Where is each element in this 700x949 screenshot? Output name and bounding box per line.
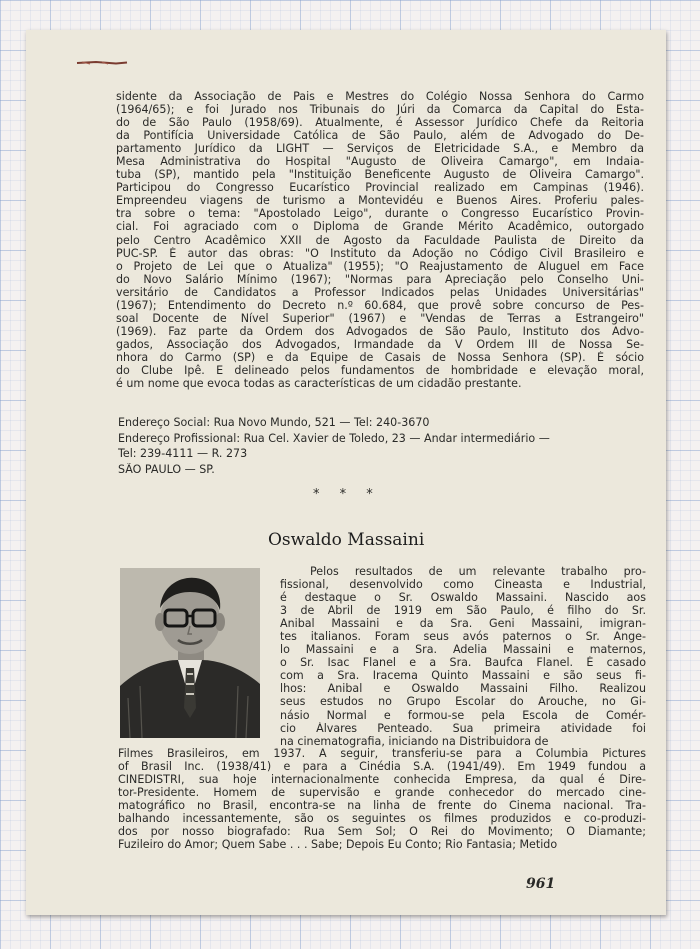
text-line: 3 de Abril de 1919 em São Paulo, é filho do Sr.: [280, 604, 646, 618]
text-line: násio Normal e formou-se pela Escola de Comér-: [280, 708, 646, 722]
text-line: gados, Associação dos Advogados, Irmandade da V Ordem III de Nossa Se-: [116, 337, 644, 351]
text-line: Filmes Brasileiros, em 1937. A seguir, transferiu-se para a Columbia Pictures: [118, 747, 646, 760]
text-line: Mesa Administrativa do Hospital "Augusto de Oliveira Camargo", em Indaia-: [116, 155, 644, 169]
pin-mark: [76, 60, 128, 66]
text-line: matográfico no Brasil, encontra-se na linha de frente do Cinema nacional. Tra-: [118, 799, 646, 813]
text-line: da Pontifícia Universidade Católica de São Paulo, além de Advogado do De-: [116, 129, 644, 143]
text-line: soal Docente de Nível Superior" (1967) e "Vendas de Terras a Estrangeiro": [116, 311, 644, 325]
portrait-photo: [120, 568, 260, 738]
text-line: seus estudos no Grupo Escolar do Arouche, no Gi-: [280, 695, 646, 709]
text-line: com a Sra. Iracema Quinto Massaini e são seus fi-: [280, 669, 646, 683]
text-line: pelo Centro Acadêmico XXII de Agosto da Faculdade Paulista de Direito da: [116, 233, 644, 247]
address-line: Endereço Profissional: Rua Cel. Xavier de Toledo, 23 — Andar intermediário —: [118, 431, 550, 445]
text-line: tuba (SP), mantido pela "Instituição Beneficente Augusto de Oliveira Camargo".: [116, 168, 644, 182]
entry-name-heading: Oswaldo Massaini: [268, 530, 425, 550]
document-page: [26, 30, 666, 915]
text-line: é um nome que evoca todas as características de um cidadão prestante.: [116, 377, 522, 391]
text-line: é destaque o Sr. Oswaldo Massaini. Nascido aos: [280, 591, 646, 605]
text-line: lhos: Anibal e Oswaldo Massaini Filho. Realizou: [280, 682, 646, 696]
section-separator: * * *: [313, 487, 381, 502]
page-number: 961: [526, 876, 556, 892]
address-line: SÃO PAULO — SP.: [118, 462, 215, 476]
text-line: (1964/65); e foi Jurado nos Tribunais do Júri da Comarca da Capital do Esta-: [116, 103, 644, 117]
text-line: tes italianos. Foram seus avós paternos o Sr. Ange-: [280, 630, 646, 644]
text-line: dos por nosso biografado: Rua Sem Sol; O Rei do Movimento; O Diamante;: [118, 825, 646, 839]
text-line: tor-Presidente. Homem de supervisão e grande conhecedor do mercado cine-: [118, 786, 646, 800]
text-line: na cinematografia, iniciando na Distribuidora de: [280, 734, 549, 748]
text-line: Anibal Massaini e da Sra. Geni Massaini, imigran-: [280, 617, 646, 631]
text-line: cio Álvares Penteado. Sua primeira atividade foi: [280, 721, 646, 735]
text-line: Participou do Congresso Eucarístico Provincial realizado em Campinas (1946).: [116, 181, 644, 195]
text-line: do de São Paulo (1958/69). Atualmente, é Assessor Jurídico Chefe da Reitoria: [116, 116, 644, 130]
entry-text-full-width: [118, 747, 646, 851]
text-line: fissional, desenvolvido como Cineasta e Industrial,: [280, 578, 646, 592]
text-line: lo Massaini e a Sra. Adelia Massaini e maternos,: [280, 643, 646, 657]
text-line: CINEDISTRI, sua hoje internacionalmente conhecida Empresa, da qual é Dire-: [118, 773, 646, 787]
text-line: balhando incessantemente, são os seguintes os filmes produzidos e co-produzi-: [118, 812, 646, 826]
address-line: Tel: 239-4111 — R. 273: [118, 447, 248, 460]
address-line: Endereço Social: Rua Novo Mundo, 521 — Tel: 240-3670: [118, 416, 430, 429]
text-line: (1969). Faz parte da Ordem dos Advogados de São Paulo, Instituto dos Advo-: [116, 324, 644, 338]
text-line: do Novo Salário Mínimo (1967); "Normas para Apreciação pelo Conselho Uni-: [116, 272, 644, 286]
text-line: Empreendeu viagens de turismo a Montevidéu e Buenos Aires. Proferiu pales-: [116, 194, 644, 208]
text-line: o Projeto de Lei que o Atualiza" (1955); "O Reajustamento de Aluguel em Face: [116, 259, 644, 273]
text-line: tra sobre o tema: "Apostolado Leigo", durante o Congresso Eucarístico Provin-: [116, 207, 644, 221]
text-line: do Clube Ipê. E delineado pelos fundamentos de hombridade e elevação moral,: [116, 363, 644, 377]
address-block: [118, 416, 646, 478]
text-line: Pelos resultados de um relevante trabalho pro-: [310, 565, 646, 578]
text-line: (1967); Entendimento do Decreto n.º 60.684, que provê sobre concurso de Pes-: [116, 298, 644, 312]
text-line: Fuzileiro do Amor; Quem Sabe . . . Sabe; Depois Eu Conto; Rio Fantasia; Metido: [118, 838, 558, 852]
text-line: PUC-SP. É autor das obras: "O Instituto da Adoção no Código Civil Brasileiro e: [116, 246, 644, 260]
text-line: of Brasil Inc. (1938/41) e para a Cinédia S.A. (1941/49). Em 1949 fundou a: [118, 760, 646, 774]
biography-continuation: [116, 90, 644, 390]
text-line: sidente da Associação de Pais e Mestres do Colégio Nossa Senhora do Carmo: [116, 90, 644, 103]
entry-text-beside-photo: [280, 565, 646, 748]
text-line: partamento Jurídico da LIGHT — Serviços de Eletricidade S.A., e Membro da: [116, 142, 644, 156]
text-line: cial. Foi agraciado com o Diploma de Grande Mérito Acadêmico, outorgado: [116, 220, 644, 234]
text-line: versitário de Candidatos a Professor Indicados pelas Unidades Universitárias": [116, 285, 644, 299]
text-line: nhora do Carmo (SP) e da Equipe de Casais de Nossa Senhora (SP). É sócio: [116, 350, 644, 364]
text-line: o Sr. Isac Flanel e a Sra. Baufca Flanel. É casado: [280, 656, 646, 670]
